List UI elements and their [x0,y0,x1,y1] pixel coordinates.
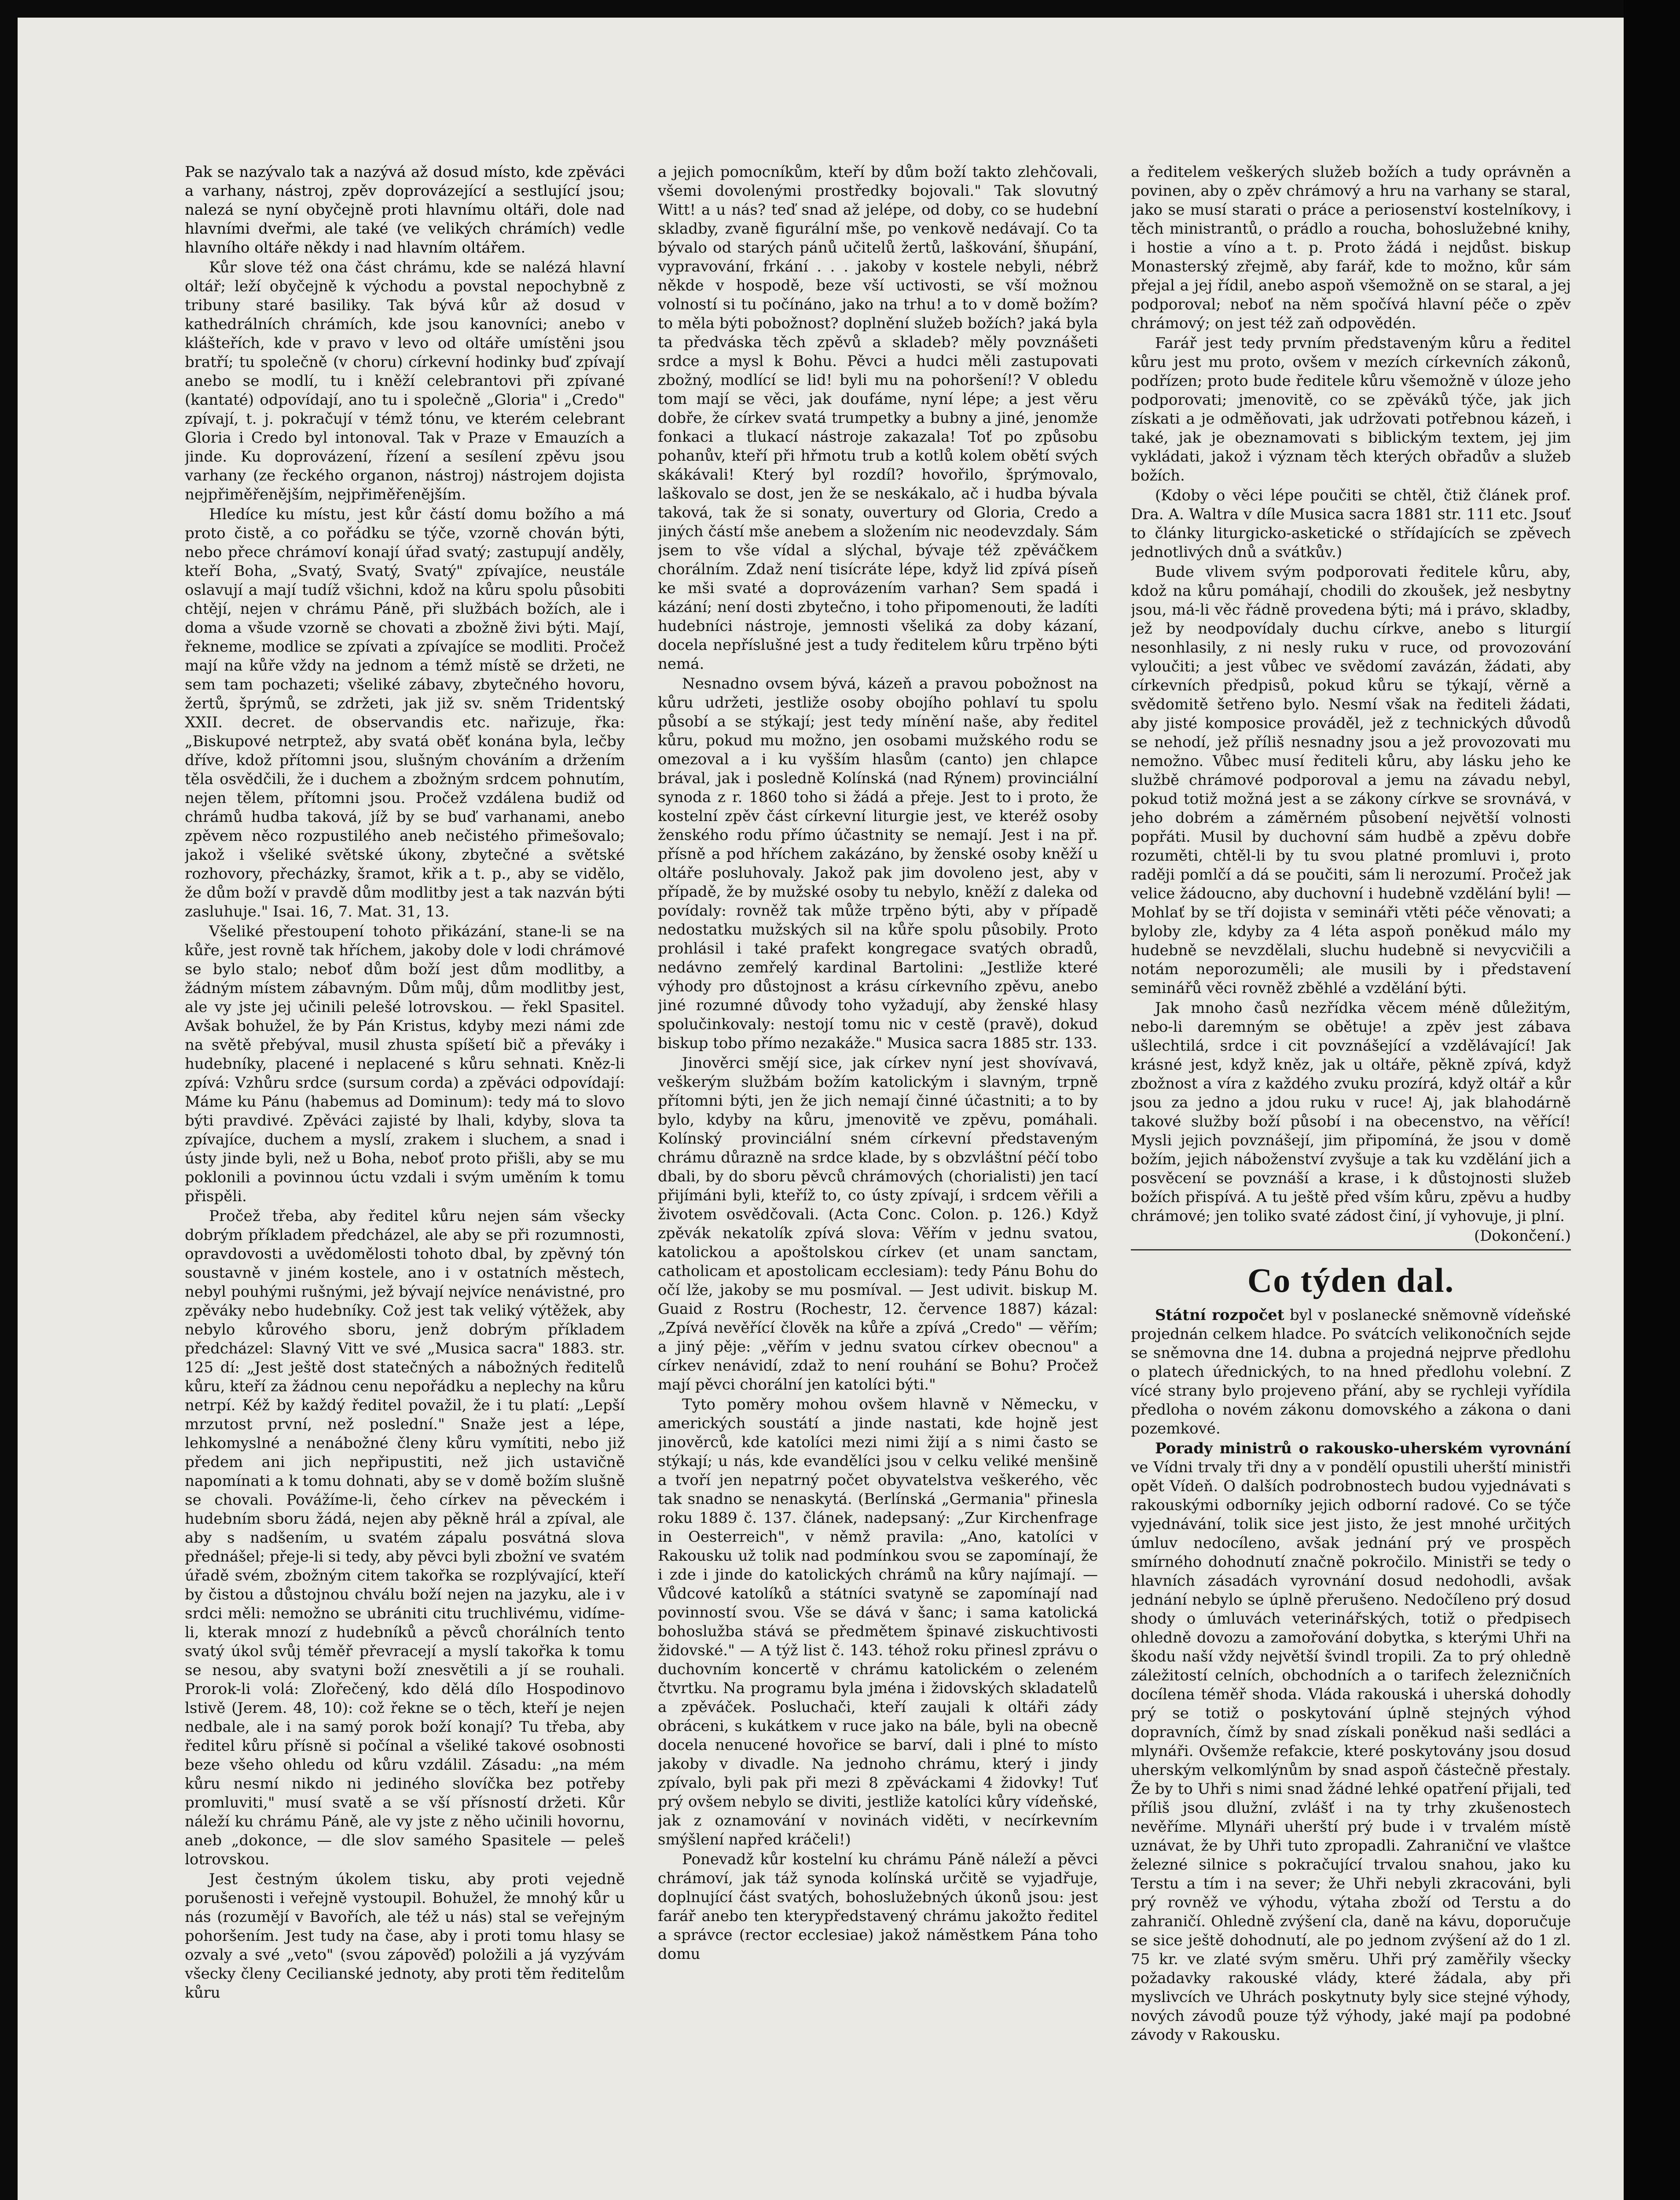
paragraph: a ředitelem veškerých služeb božích a tudy oprávněn a povinen, aby o zpěv chrámový a hru na varhany se staral, jako se musí starati o práce a periosenství kostelníkovy, i těch ministrantů, o prádlo a roucha, bohoslužebné knihy, i hostie a víno a t. p. Proto žádá i nejdůst. biskup Monasterský zřejmě, aby farář, kde to možno, kůr sám přejal a jej řídil, anebo aspoň všemožně on se staral, a jej podporoval; neboť na něm spočívá hlavní péče o zpěv chrámový; on jest též zaň odpovědén. [1131,163,1571,332]
news-item-lead: Porady ministrů o rakousko-uherském vyrovnání [1155,1440,1571,1457]
news-item-body: byl v poslanecké sněmovně vídeňské projednán celkem hladce. Po svátcích velikonočních sejde se sněmovna dne 14. dubna a projedná nejprve předlohu o platech úřednických, to na hned předlohu volební. Z vícé strany bylo projeveno přání, aby se rychleji vyřídila předloha o novém zákonu domovského a zákona o dani pozemkové. [1131,1306,1571,1437]
section-heading: Co týden dal. [1247,1261,1455,1299]
scan-border [1624,0,1680,2200]
news-item [1131,1306,1571,1438]
column-1 [185,163,625,2200]
to-be-continued-note: (Dokončení.) [1474,1227,1571,1245]
paragraph: Jinověrci smějí sice, jak církev nyní jest shovívavá, veškerým službám božím katolickým i slavným, trpně přítomni býti, jen že jich nemají činné účastniti; a to by bylo, kdyby na kůru, jmenovitě ve zpěvu, pomáhali. Kolínský provinciální sném církevní představeným chrámu důrazně na srdce klade, by s obzvláštní péčí tobo dbali, by do sboru pěvců chrámových (chorialisti) jen tací přijímáni byli, kteříž to, co ústy zpívají, i srdcem věřili a životem osvědčovali. (Acta Conc. Colon. p. 126.) Když zpěvák nekatolík zpívá slova: Věřím v jednu svatou, katolickou a apoštolskou církev (et unam sanctam, catholicam et apostolicam ecclesiam): tedy Pánu Bohu do očí lže, jakoby se mu posmíval. — Jest udivit. biskup M. Guaid z Rostru (Rochestr, 12. července 1887) kázal: „Zpívá nevěřící člověk na kůře a zpívá „Credo" — věřím; a jiný pěje: „věřím v jednu svatou církev obecnou" a církev nenávidí, zdaž to není rouhání se Bohu? Pročež mají pěvci chorální jen katolíci býti." [658,1054,1098,1393]
paragraph: Ponevadž kůr kostelní ku chrámu Páně náleží a pěvci chrámoví, jak táž synoda kolínská určitě se vyjadřuje, doplnující část svatých, bohoslužebných úkonů jsou: jest farář anebo ten kterypředstavený chrámu jakožto ředitel a správce (rector ecclesiae) jakož náměstkem Pána toho domu [658,1851,1098,1963]
news-item [1131,1439,1571,2045]
paragraph: a jejich pomocníkům, kteří by dům boží takto zlehčovali, všemi dovolenými prostředky bojovali." Tak slovutný Witt! a u nás? teď snad až jelépe, od doby, co se hudební skladby, zvaně figurální mše, po venkově nedávají. Co ta bývalo od starých pánů učitelů žertů, laškování, šňupání, vypravování, frkání . . . jakoby v kostele nebyli, nébrž někde v hospodě, beze vší uctivosti, se vší možnou volností si tu počínáno, jako na trhu! a to v domě božím? to měla býti pobožnost? doplnění služeb božích? jaká byla ta předváska těch zpěvů a skladeb? měly povznášeti srdce a mysl k Bohu. Pěvci a hudci měli zastupovati zbožný, modlící se lid! byli mu na pohoršení!? V obledu tom mají se věci, jak doufáme, nyní lépe; a jest věru dobře, že církev svatá trumpetky a bubny a jiné, jenomže fonkaci a tlukací nástroje zakazala! Toť po způsobu pohanův, kteří při hřmotu trub a kotlů kolem obětí svých skákávali! Který byl rozdíl? hovořilo, šprýmovalo, laškovalo se dost, jen že se neskákalo, ač i hudba bývala taková, tak že si sonaty, ouvertury od Gloria, Credo a jiných částí mše anebem a složením nic neodevzdaly. Sám jsem to vše vídal a slýchal, bývaje též zpěváčkem chorálním. Zdaž není tisícráte lépe, když lid zpívá píseň ke mši svaté a doprovázením varhan? Sem spadá i kázání; není dosti zbytečno, i toho připomenouti, že ladíti hudebníci nástroje, jemnosti všeliká za doby kázaní, docela nepříslušné jest a tudy ředitelem kůru trpěno býti nemá. [658,163,1098,673]
paragraph: Všeliké přestoupení tohoto přikázání, stane-li se na kůře, jest rovně tak hříchem, jakoby dole v lodi chrámové se bylo stalo; neboť dům boží jest dům modlitby, a žádným místem zábavným. Dům můj, dům modlitby jest, ale vy jste jej učinili pelešé lotrovskou. — řekl Spasitel. Avšak bohužel, že by Pán Kristus, kdyby mezi námi zde na světě přebýval, musil zhusta spíšetí bič a převáky i hudebníky, placené i neplacené s kůru sehnati. Kněz-li zpívá: Vzhůru srdce (sursum corda) a zpěváci odpovídají: Máme ku Pánu (habemus ad Dominum): tedy má to slovo býti pravdivé. Zpěváci zajisté by lhali, kdyby, slova ta zpívajíce, duchem a myslí, zrakem i sluchem, a snad i ústy jinde byli, než u Boha, neboť proto přišli, aby se mu poklonili a povinnou úctu vzdali i svým uměním k tomu přispěli. [185,923,625,1205]
paragraph: Tyto poměry mohou ovšem hlavně v Německu, v amerických soustátí a jinde nastati, kde hojně jest jinověrců, kde katolíci mezi nimi žijí a s nimi často se stýkají; u nás, kde evandělíci jsou v celku veliké menšině a tvoří jen nepatrný počet obyvatelstva veškerého, věc tak snadno se nenaskytá. (Berlínská „Germania" přinesla roku 1889 č. 137. článek, nadepsaný: „Zur Kirchenfrage in Oesterreich", v němž pravila: „Ano, katolíci v Rakousku už tolik nad podmínkou svou se zapomínají, že i zde i jinde do katolických chrámů na kůry najímají. — Vůdcové katolíků a státníci svatyně se zapomínají nad povinností svou. Vše se dává v šanc; i sama katolická bohoslužba stává se předmětem špinavé ziskuchtivosti židovské." — A týž list č. 143. téhož roku přinesl zprávu o duchovním koncertě v chrámu katolickém o zeleném čtvrtku. Na programu byla jména i židovských skladatelů a zpěváček. Posluchači, kteří zaujali k oltáři zády obráceni, s kukátkem v ruce jako na bále, byli na obecně docela nenucené hovořice se barví, dali i plné to místo jakoby v divadle. Na jednoho chrámu, který i jindy zpívalo, byli pak při mezi 8 zpěváckami 4 židovky! Tuť prý ovšem nebylo se diviti, jestliže katolíci kůry vídeňské, jak z oznamování v novinách viděti, v necírkevním smýšlení napřed kráčeli!) [658,1396,1098,1848]
paragraph: Jak mnoho časů nezřídka věcem méně důležitým, nebo-li daremným se obětuje! a zpěv jest zábava ušlechtilá, srdce i cit povznášející a vzdělávající! Jak krásné jest, když kněz, jak u oltáře, pěkně zpívá, když zbožnost a víra z každého zvuku prozírá, když oltář a kůr jsou za jedno a jdou ruku v ruce! Aj, jak blahodárně takové služby boží působí i na obecenstvo, na věřící! Mysli jejich povznášejí, jim připomíná, že jsou v domě božím, jejich náboženství zvyšuje a tak ku vzdělání jich a posvěcení se povznáší a krase, i k důstojnosti služeb božích přispívá. A tu ještě před vším kůru, zpěvu a hudby chrámové; jen toliko svaté zádost činí, jí vyhovuje, ji plní. [1131,999,1571,1225]
paragraph: Jest čestným úkolem tisku, aby proti vejedně porušenosti i veřejně vystoupil. Bohužel, že mnohý kůr u nás (rozumějí v Bavořích, ale též u nás) stal se veřejným pohoršením. Jest tudy na čase, aby i proti tomu hlasy se ozvaly a své „veto" (svou zápověď) položili a já vyzývám všecky členy Cecilianské jednoty, aby proti těm ředitelům kůru [185,1870,625,2002]
paragraph: Kůr slove též ona část chrámu, kde se nalézá hlavní oltář; leží obyčejně k východu a povstal nepochybně z tribuny staré basiliky. Tak bývá kůr až dosud v kathedrálních chrámích, kde jsou kanovníci; anebo v klášteřích, kde v pravo v levo od oltáře umístěni jsou bratří; tu společně (v choru) církevní hodinky buď zpívají anebo se modlí, tu i kněží celebrantovi při zpívané (kantaté) odpovídají, ano tu i společně „Gloria" i „Credo" zpívají, t. j. pokračují v témž tónu, ve kterém celebrant Gloria i Credo byl intonoval. Tak v Praze v Emauzích a jinde. Ku doprovázení, řízení a sesílení zpěvu jsou varhany (ze řeckého organon, nástroj) nástrojem dojista nejpřiměřenějším, nejpřiměřenějším. [185,259,625,503]
paragraph: Nesnadno ovsem bývá, kázeň a pravou pobožnost na kůru udržeti, jestliže osoby obojího pohlaví tu spolu působí a se stýkají; jest tedy mínění naše, aby ředitel kůru, pokud mu možno, jen osobami mužského rodu se omezoval a i ku vyšším hlasům (canto) jen chlapce brával, jak i posledně Kolínská (nad Rýnem) provinciální synoda z r. 1860 toho si žádá a přeje. Jest to i proto, že kostelní zpěv část církevní liturgie jest, ve kteréž osoby ženského rodu přímo účastnity se nemají. Jest i na př. přísně a pod hříchem zakázáno, by ženské osoby kněží u oltáře posluhovaly. Jakož pak jim dovoleno jest, aby v případě, že by mužské osoby tu nebylo, kněží z daleka od povídaly: rovněž tak může trpěno býti, aby v případě nedostatku mužských sil na kůře spolu působily. Proto prohlásil i také prafekt kongregace svatých obradů, nedávno zemřelý kardinal Bartolini: „Jestliže které výhody pro důstojnost a krásu církevního zpěvu, anebo jiné rozumné důvody toho vyžadují, aby ženské hlasy spolučinkovaly: nestojí tomu nic v cestě (pravě), dokud biskup tobo přímo nezakáže." Musica sacra 1885 str. 133. [658,675,1098,1052]
news-item-lead: Státní rozpočet [1155,1306,1284,1324]
newspaper-page [18,18,1624,2200]
paragraph: Bude vlivem svým podporovati ředitele kůru, aby, kdož na kůru pomáhají, chodili do zkoušek, jež nesbytny jsou, má-li věc řádně provedena býti; má i právo, skladby, jež by neodpovídaly duchu církve, anebo s liturgií nesonhlasily, z ni nesly ruku v ruce, od provozování vyloučiti; a jest vůbec ve svědomí zavázán, žádati, aby církevních předpisů, pokud kůru se týkají, věrně a svědomitě šetřeno bylo. Nesmí však na řediteli žádati, aby jisté komposice prováděl, jež z technických důvodů se nehodí, jež příliš nesnadny jsou a jež provozovati mu nemožno. Vůbec musí řediteli kůru, aby lásku jeho ke službě chrámové podporoval a jemu na závadu nebyl, pokud totiž možná jest a se zákony církve se srovnává, v jeho dobrém a záměrném působení největší volnosti popřáti. Musil by duchovní sám hudbě a zpěvu dobře rozuměti, chtěl-li by tu svou platné promluvi i, proto raději pomlčí a dá se poučiti, sám li nerozumí. Pročež jak velice žádoucno, aby duchovní i hudebně vzdělání byli! — Mohlať by se tří dojista v semináři vtěti péče věnovati; a byloby zle, kdyby za 4 léta aspoň poněkud málo my hudebně se nevzdělali, sluchu hudebně si nevycvičili a notám neporozuměli; ale musili by i představení seminářů věci rovněž zběhlé a vzdělání býti. [1131,563,1571,997]
paragraph: Hledíce ku místu, jest kůr částí domu božího a má proto čistě, a co pořádku se týče, vzorně chován býti, nebo přece chrámoví konají úřad svatý; zastupují anděly, kteří Boha, „Svatý, Svatý, Svatý" zpívajíce, neustále oslavují a mají tudíž všichni, kdož na kůru spolu působiti chtějí, nejen v chrámu Páně, při službách božích, ale i doma a všude vzorně se chovati a zbožně živi býti. Mají, řekneme, modlice se zpívati a zpívajíce se modliti. Pročež mají na kůře vždy na jednom a témž místě se držeti, ne sem tam pochazeti; všeliké zábavy, zbytečného hovoru, žertů, šprýmů, se zdržeti, jak již sv. sněm Tridentský XXII. decret. de observandis etc. nařizuje, řka: „Biskupové netrptež, aby svatá oběť konána byla, lečby dříve, kdož přítomni jsou, slušným chováním a držením těla osvědčili, že i duchem a zbožným srdcem pohnutím, nejen tělem, přítomni jsou. Pročež vzdálena budiž od chrámů hudba taková, jíž by se buď varhanami, anebo zpěvem něco rozpustilého aneb nečistého přimešovalo; jakož i všeliké světské úkony, zbytečné a světské rozhovory, přecházky, šramot, křik a t. p., aby se vidělo, že dům boží v pravdě dům modlitby jest a tak nazván býti zasluhuje." Isai. 16, 7. Mat. 31, 13. [185,506,625,920]
paragraph: (Kdoby o věci lépe poučiti se chtěl, čtiž článek prof. Dra. A. Waltra v díle Musica sacra 1881 str. 111 etc. Jsouť to články liturgicko-asketické o střídajících se zpěvech jednotlivých dnů a svátkův.) [1131,487,1571,561]
text-columns [185,163,1571,2200]
column-2 [658,163,1098,2200]
paragraph: Farář jest tedy prvním představeným kůru a ředitel kůru jest mu proto, ovšem v mezích církevních zákonů, podřízen; proto bude ředitele kůru všemožně v úloze jeho podporovati; jmenovitě, co se zpěváků týče, jak jich získati a je odměňovati, jak udržovati potřebnou kázeň, i také, jak je obeznamovati s biblickým textem, jej jim vykládati, jakož i význam těch kterých obřadův a služeb božích. [1131,334,1571,484]
news-item-body: ve Vídni trvaly tři dny a v pondělí opustili uherští ministři opět Vídeň. O dalších podrobnostech budou vyjednávati s rakouskými odborníky jejich odborní radové. Co se týče vyjednávání, tolik sice jest jisto, že jest mnohé určitých úmluv nedocíleno, avšak jednání prý ve prospěch smírného dohodnutí značně pokročilo. Ministři se tedy o hlavních zásadách vyrovnání dosud nedohodli, avšak jednání nebylo se úplně přerušeno. Nedočíleno prý dosud shody o úmluvách veterinářských, totiž o předpisech ohledně dovozu a zamořování dobytka, s kterými Uhři na škodu naší vždy největší švindl tropili. Za to prý ohledně záležitostí celních, obchodních a o tarifech železničních docílena téměř shoda. Vláda rakouská i uherská dohodly prý se totiž o poskytování úplně stejných výhod dopravních, čímž by snad získali poněkud naši sedláci a mlynáři. Ovšemže refakcie, které poskytovány jsou dosud uherským velkomlýnům by snad aspoň částečně přestaly. Že by to Uhři s nimi snad žádné lehké opatření přijali, teď příliš jsou dlužní, zvlášť i na ty trhy zkušenostech nevěříme. Mlynáři uherští prý bude i v trvalém místě uznávat, že by Uhři tuto zpropadli. Zahraniční ve vlaštce železné silnice s pokračující trvalou snahou, jako ku Terstu a tím i na sever; že Uhři nebyli zkracováni, byli prý rovněž ve výhodu, výtaha zboží od Terstu a do zahraničí. Ohledně zvýšení cla, daně na kávu, doporučuje se sice ještě dohodnutí, ale po jednom zvýšení až do 1 zl. 75 kr. ve zlaté svým směru. Uhři prý zaměřily všecky požadavky rakouské vlády, které žádala, aby při myslivcích ve Uhrách poskytnuty byly sice stejné výhody, nových závodů pouze týž výhody, jaké mají pa podobné závody v Rakousku. [1131,1459,1571,2044]
column-3 [1131,163,1571,2200]
paragraph: Pročež třeba, aby ředitel kůru nejen sám všecky dobrým příkladem předcházel, ale aby se při rozumnosti, opravdovosti a uvědomělosti tohoto dbal, by zpěvný tón soustavně v jiném kostele, ano i v ostatních městech, nebyl pouhými rušnými, jež bývají nejvíce nenávistné, pro zpěváky nebo hudebníky. Což jest tak veliký výtěžek, aby nebylo kůrového sboru, jenž dobrým příkladem předcházel: Slavný Vitt ve své „Musica sacra" 1883. str. 125 dí: „Jest ještě dost statečných a nábožných ředitelů kůru, kteří za žádnou cenu nepořádku a neplechy na kůru netrpí. Kéž by každý ředitel považil, že i tu platí: „Lepší mrzutost první, než poslední." Snaže jest a lépe, lehkomyslné a nenábožné členy kůru vymítiti, nebo již předem ani jich nepřipustiti, než jich ustavičně napomínati a k tomu dohnati, aby se v domě božím slušně se chovali. Povážíme-li, čeho církev na pěveckém i hudebním sboru žádá, nejen aby pěkně hrál a zpíval, ale aby s nadšením, u svatém zápalu posvátná slova přednášel; přeje-li si tedy, aby pěvci byli zbožní ve svatém úřadě svém, zbožným citem takořka se rozplývající, kteří by čistou a důstojnou chválu boží nejen na jazyku, ale i v srdci měli: nemožno se ubrániti citu truchlivému, vidíme-li, kterak mnozí z hudebníků a pěvců chorálních tento svatý úkol svůj téměř převracejí a myslí takořka k tomu se nesou, aby svatyni boží znesvětili a jí se rouhali. Prorok-li volá: Zlořečený, kdo dělá dílo Hospodinovo lstivě (Jerem. 48, 10): což řekne se o těch, kteří je nejen nedbale, ale i na samý porok boží konají? Tu třeba, aby ředitel kůru přísně si počínal a všeliké takové osobnosti beze všeho ohledu od kůru vzdálil. Zásadu: „na mém kůru nesmí nikdo ni jediného slovíčka bez potřeby promluviti," musí svatě a se vší přísností držeti. Kůr náleží ku chrámu Páně, ale vy jste z něho učinili hovornu, aneb „dokonce, — dle slov samého Spasitele — peleš lotrovskou. [185,1207,625,1868]
section-divider [1131,1249,1571,1250]
paragraph: Pak se nazývalo tak a nazývá až dosud místo, kde zpěváci a varhany, nástroj, zpěv doprovázející a sestlující jsou; nalezá se nyní obyčejně proti hlavnímu oltáři, dole nad hlavními dveřmi, ale také (ve velikých chrámích) vedle hlavního oltáře někdy i nad hlavním oltářem. [185,163,625,257]
